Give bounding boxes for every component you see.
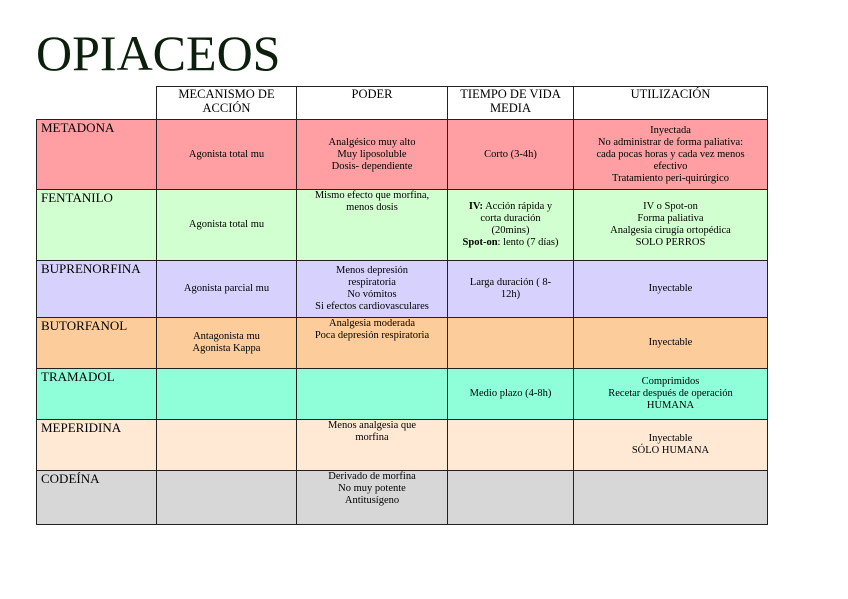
utilizacion-line: Analgesia cirugía ortopédica xyxy=(610,225,731,236)
utilizacion-line: HUMANA xyxy=(646,400,695,411)
drug-name: CODEÍNA xyxy=(37,471,157,525)
utilizacion-cell xyxy=(574,261,768,318)
poder-line: Poca depresión respiratoria xyxy=(314,330,430,341)
poder-cell xyxy=(297,369,448,420)
tiempo-cell xyxy=(448,318,574,369)
tiempo-cell xyxy=(448,120,574,190)
tiempo-cell xyxy=(448,369,574,420)
table-row xyxy=(37,120,768,190)
header-row xyxy=(37,87,768,120)
tiempo-text: corta duración xyxy=(480,213,541,224)
utilizacion-line: Inyectable xyxy=(648,337,693,348)
tiempo-cell xyxy=(448,471,574,525)
mecanismo-cell xyxy=(157,420,297,471)
drug-name: TRAMADOL xyxy=(37,369,157,420)
poder-line: Si efectos cardiovasculares xyxy=(315,301,429,312)
header-utilizacion: UTILIZACIÓN xyxy=(574,87,768,120)
tiempo-line: 12h) xyxy=(500,289,521,300)
tiempo-line: Larga duración ( 8- xyxy=(469,277,552,288)
tiempo-cell xyxy=(448,261,574,318)
header-poder: PODER xyxy=(297,87,448,120)
utilizacion-line: Inyectada xyxy=(650,124,691,136)
poder-line: Analgesia moderada xyxy=(328,318,415,329)
drug-name: BUTORFANOL xyxy=(37,318,157,369)
drug-name: MEPERIDINA xyxy=(37,420,157,471)
utilizacion-line: SOLO PERROS xyxy=(635,237,706,248)
poder-line: respiratoria xyxy=(348,277,396,288)
utilizacion-cell xyxy=(574,120,768,190)
poder-line: Analgésico muy alto xyxy=(328,136,416,148)
tiempo-bold-label: IV: xyxy=(468,201,484,212)
tiempo-line xyxy=(451,225,570,237)
tiempo-line xyxy=(451,213,570,225)
drug-name: FENTANILO xyxy=(37,190,157,261)
tiempo-text: (20mins) xyxy=(491,225,530,236)
poder-line: Menos depresión xyxy=(335,265,409,276)
poder-line: Menos analgesia que xyxy=(327,420,417,431)
poder-cell xyxy=(297,420,448,471)
tiempo-text: : lento (7 días) xyxy=(497,237,559,248)
poder-line: Antitusígeno xyxy=(344,495,400,506)
drug-name: METADONA xyxy=(37,120,157,190)
tiempo-bold-label: Spot-on xyxy=(462,237,498,248)
mecanismo-cell xyxy=(157,261,297,318)
tiempo-line xyxy=(451,237,570,249)
poder-cell xyxy=(297,318,448,369)
mecanismo-line: Agonista total mu xyxy=(188,219,265,230)
tiempo-line: Medio plazo (4-8h) xyxy=(469,388,552,399)
mecanismo-cell xyxy=(157,190,297,261)
poder-line: Derivado de morfina xyxy=(328,471,416,482)
poder-cell xyxy=(297,261,448,318)
table-row xyxy=(37,261,768,318)
poder-line: Muy liposoluble xyxy=(337,148,407,160)
tiempo-line xyxy=(451,201,570,213)
utilizacion-line: cada pocas horas y cada vez menos xyxy=(596,148,745,160)
tiempo-text: Acción rápida y xyxy=(483,201,553,212)
utilizacion-cell xyxy=(574,190,768,261)
table-row xyxy=(37,318,768,369)
utilizacion-line: Inyectable xyxy=(648,433,693,444)
tiempo-line: Corto (3-4h) xyxy=(484,148,537,160)
drug-name: BUPRENORFINA xyxy=(37,261,157,318)
utilizacion-line: Tratamiento peri-quirúrgico xyxy=(612,172,729,184)
utilizacion-cell xyxy=(574,420,768,471)
header-blank xyxy=(37,87,157,120)
mecanismo-line: Agonista total mu xyxy=(188,148,265,160)
utilizacion-line: efectivo xyxy=(653,160,688,172)
poder-line: menos dosis xyxy=(346,202,398,213)
mecanismo-line: Agonista Kappa xyxy=(192,343,261,354)
poder-cell xyxy=(297,471,448,525)
utilizacion-cell xyxy=(574,318,768,369)
utilizacion-cell xyxy=(574,369,768,420)
table-row xyxy=(37,190,768,261)
utilizacion-line: Recetar después de operación xyxy=(608,388,733,399)
poder-line: morfina xyxy=(355,432,389,443)
poder-cell xyxy=(297,190,448,261)
poder-line: No muy potente xyxy=(338,483,406,494)
table-row xyxy=(37,369,768,420)
utilizacion-cell xyxy=(574,471,768,525)
mecanismo-line: Agonista parcial mu xyxy=(183,283,270,294)
table-row xyxy=(37,471,768,525)
mecanismo-cell xyxy=(157,369,297,420)
utilizacion-line: Comprimidos xyxy=(641,376,700,387)
page-title: OPIACEOS xyxy=(36,25,281,81)
mecanismo-cell xyxy=(157,120,297,190)
poder-line: Dosis- dependiente xyxy=(331,160,413,172)
header-tiempo: TIEMPO DE VIDA MEDIA xyxy=(448,87,574,120)
utilizacion-line: No administrar de forma paliativa: xyxy=(597,136,744,148)
utilizacion-line: Inyectable xyxy=(648,283,693,294)
utilizacion-line: SÓLO HUMANA xyxy=(631,445,710,456)
utilizacion-line: IV o Spot-on xyxy=(643,201,698,212)
mecanismo-line: Antagonista mu xyxy=(193,331,260,342)
poder-cell xyxy=(297,120,448,190)
tiempo-cell xyxy=(448,190,574,261)
opiaceos-table xyxy=(36,86,768,525)
mecanismo-cell xyxy=(157,471,297,525)
tiempo-cell xyxy=(448,420,574,471)
mecanismo-cell xyxy=(157,318,297,369)
poder-line: Mismo efecto que morfina, xyxy=(314,190,430,201)
header-mecanismo: MECANISMO DE ACCIÓN xyxy=(157,87,297,120)
utilizacion-line: Forma paliativa xyxy=(637,213,704,224)
poder-line: No vómitos xyxy=(347,289,397,300)
table-row xyxy=(37,420,768,471)
